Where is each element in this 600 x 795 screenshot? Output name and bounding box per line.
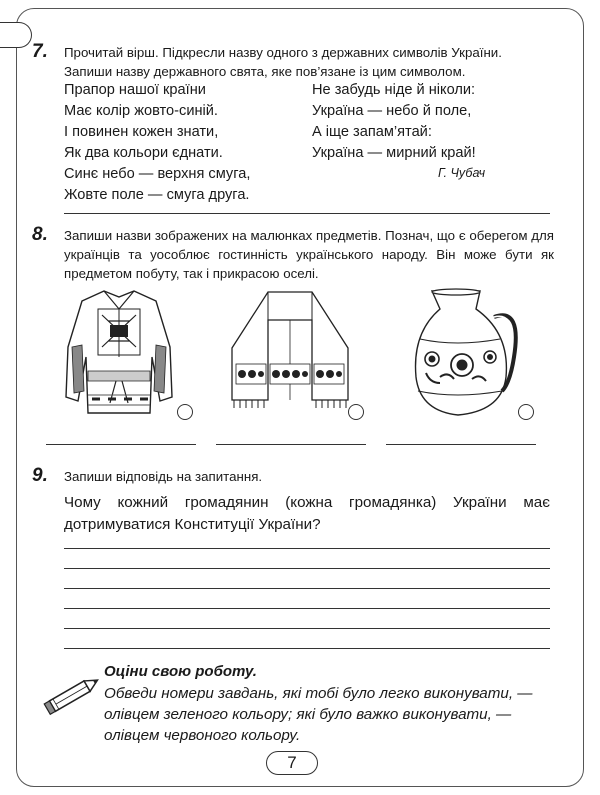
answer-line[interactable]	[64, 548, 550, 549]
page-tab-marker	[0, 22, 32, 48]
answer-line[interactable]	[64, 588, 550, 589]
poem-line: Як два кольори єднати.	[64, 145, 223, 161]
answer-line[interactable]	[64, 628, 550, 629]
mark-circle[interactable]	[348, 404, 364, 420]
task-7-instruction-line: Запиши назву державного свята, яке пов’язане із цим символом.	[64, 64, 466, 79]
poem-line: Синє небо — верхня смуга,	[64, 166, 251, 182]
evaluation-line: Обведи номери завдань, які тобі було легко виконувати, —	[104, 685, 533, 702]
page-number: 7	[266, 751, 318, 775]
poem-right-column	[312, 80, 476, 164]
task-9-question: Чому кожний громадянин (кожна громадянка) України має дотримуватися Конституції України?	[64, 494, 550, 533]
mark-circle[interactable]	[177, 404, 193, 420]
task-8-number: 8.	[32, 224, 48, 245]
poem-author: Г. Чубач	[438, 166, 486, 180]
poem-line: Має колір жовто-синій.	[64, 103, 218, 119]
task-7-number: 7.	[32, 41, 48, 62]
task-9-number: 9.	[32, 465, 48, 486]
answer-line[interactable]	[64, 648, 550, 649]
pencil-icon	[40, 672, 104, 720]
mark-circle[interactable]	[518, 404, 534, 420]
poem-line: І повинен кожен знати,	[64, 124, 219, 140]
answer-line[interactable]	[64, 568, 550, 569]
task-7-instruction-line: Прочитай вірш. Підкресли назву одного з державних символів України.	[64, 45, 502, 60]
evaluation-title: Оціни свою роботу.	[104, 663, 257, 680]
task-8-instruction: Запиши назви зображених на малюнках предметів. Познач, що є оберегом для українців та уособлює гостинність українського народу. Він може бути як предметом побуту, так і прикрасою оселі.	[64, 228, 554, 281]
poem-line: А іще запам’ятай:	[312, 124, 432, 140]
answer-line[interactable]	[46, 444, 196, 445]
poem-line: Україна — небо й поле,	[312, 103, 472, 119]
answer-line[interactable]	[64, 608, 550, 609]
evaluation-line: олівцем зеленого кольору; які було важко виконувати, —	[104, 706, 512, 723]
evaluation-text	[104, 683, 532, 746]
poem-line: Не забудь ніде й ніколи:	[312, 82, 476, 98]
embroidered-towel-image	[230, 290, 350, 410]
poem-left-column	[64, 80, 250, 206]
task-7-instruction	[64, 43, 564, 81]
evaluation-line: олівцем червоного кольору.	[104, 727, 301, 744]
poem-line: Жовте поле — смуга друга.	[64, 187, 250, 203]
task-9-instruction: Запиши відповідь на запитання.	[64, 469, 263, 484]
answer-line[interactable]	[64, 213, 550, 214]
embroidered-shirt-image	[64, 287, 174, 427]
poem-line: Україна — мирний край!	[312, 145, 476, 161]
answer-line[interactable]	[386, 444, 536, 445]
poem-line: Прапор нашої країни	[64, 82, 206, 98]
ceramic-jug-image	[410, 287, 520, 422]
answer-line[interactable]	[216, 444, 366, 445]
